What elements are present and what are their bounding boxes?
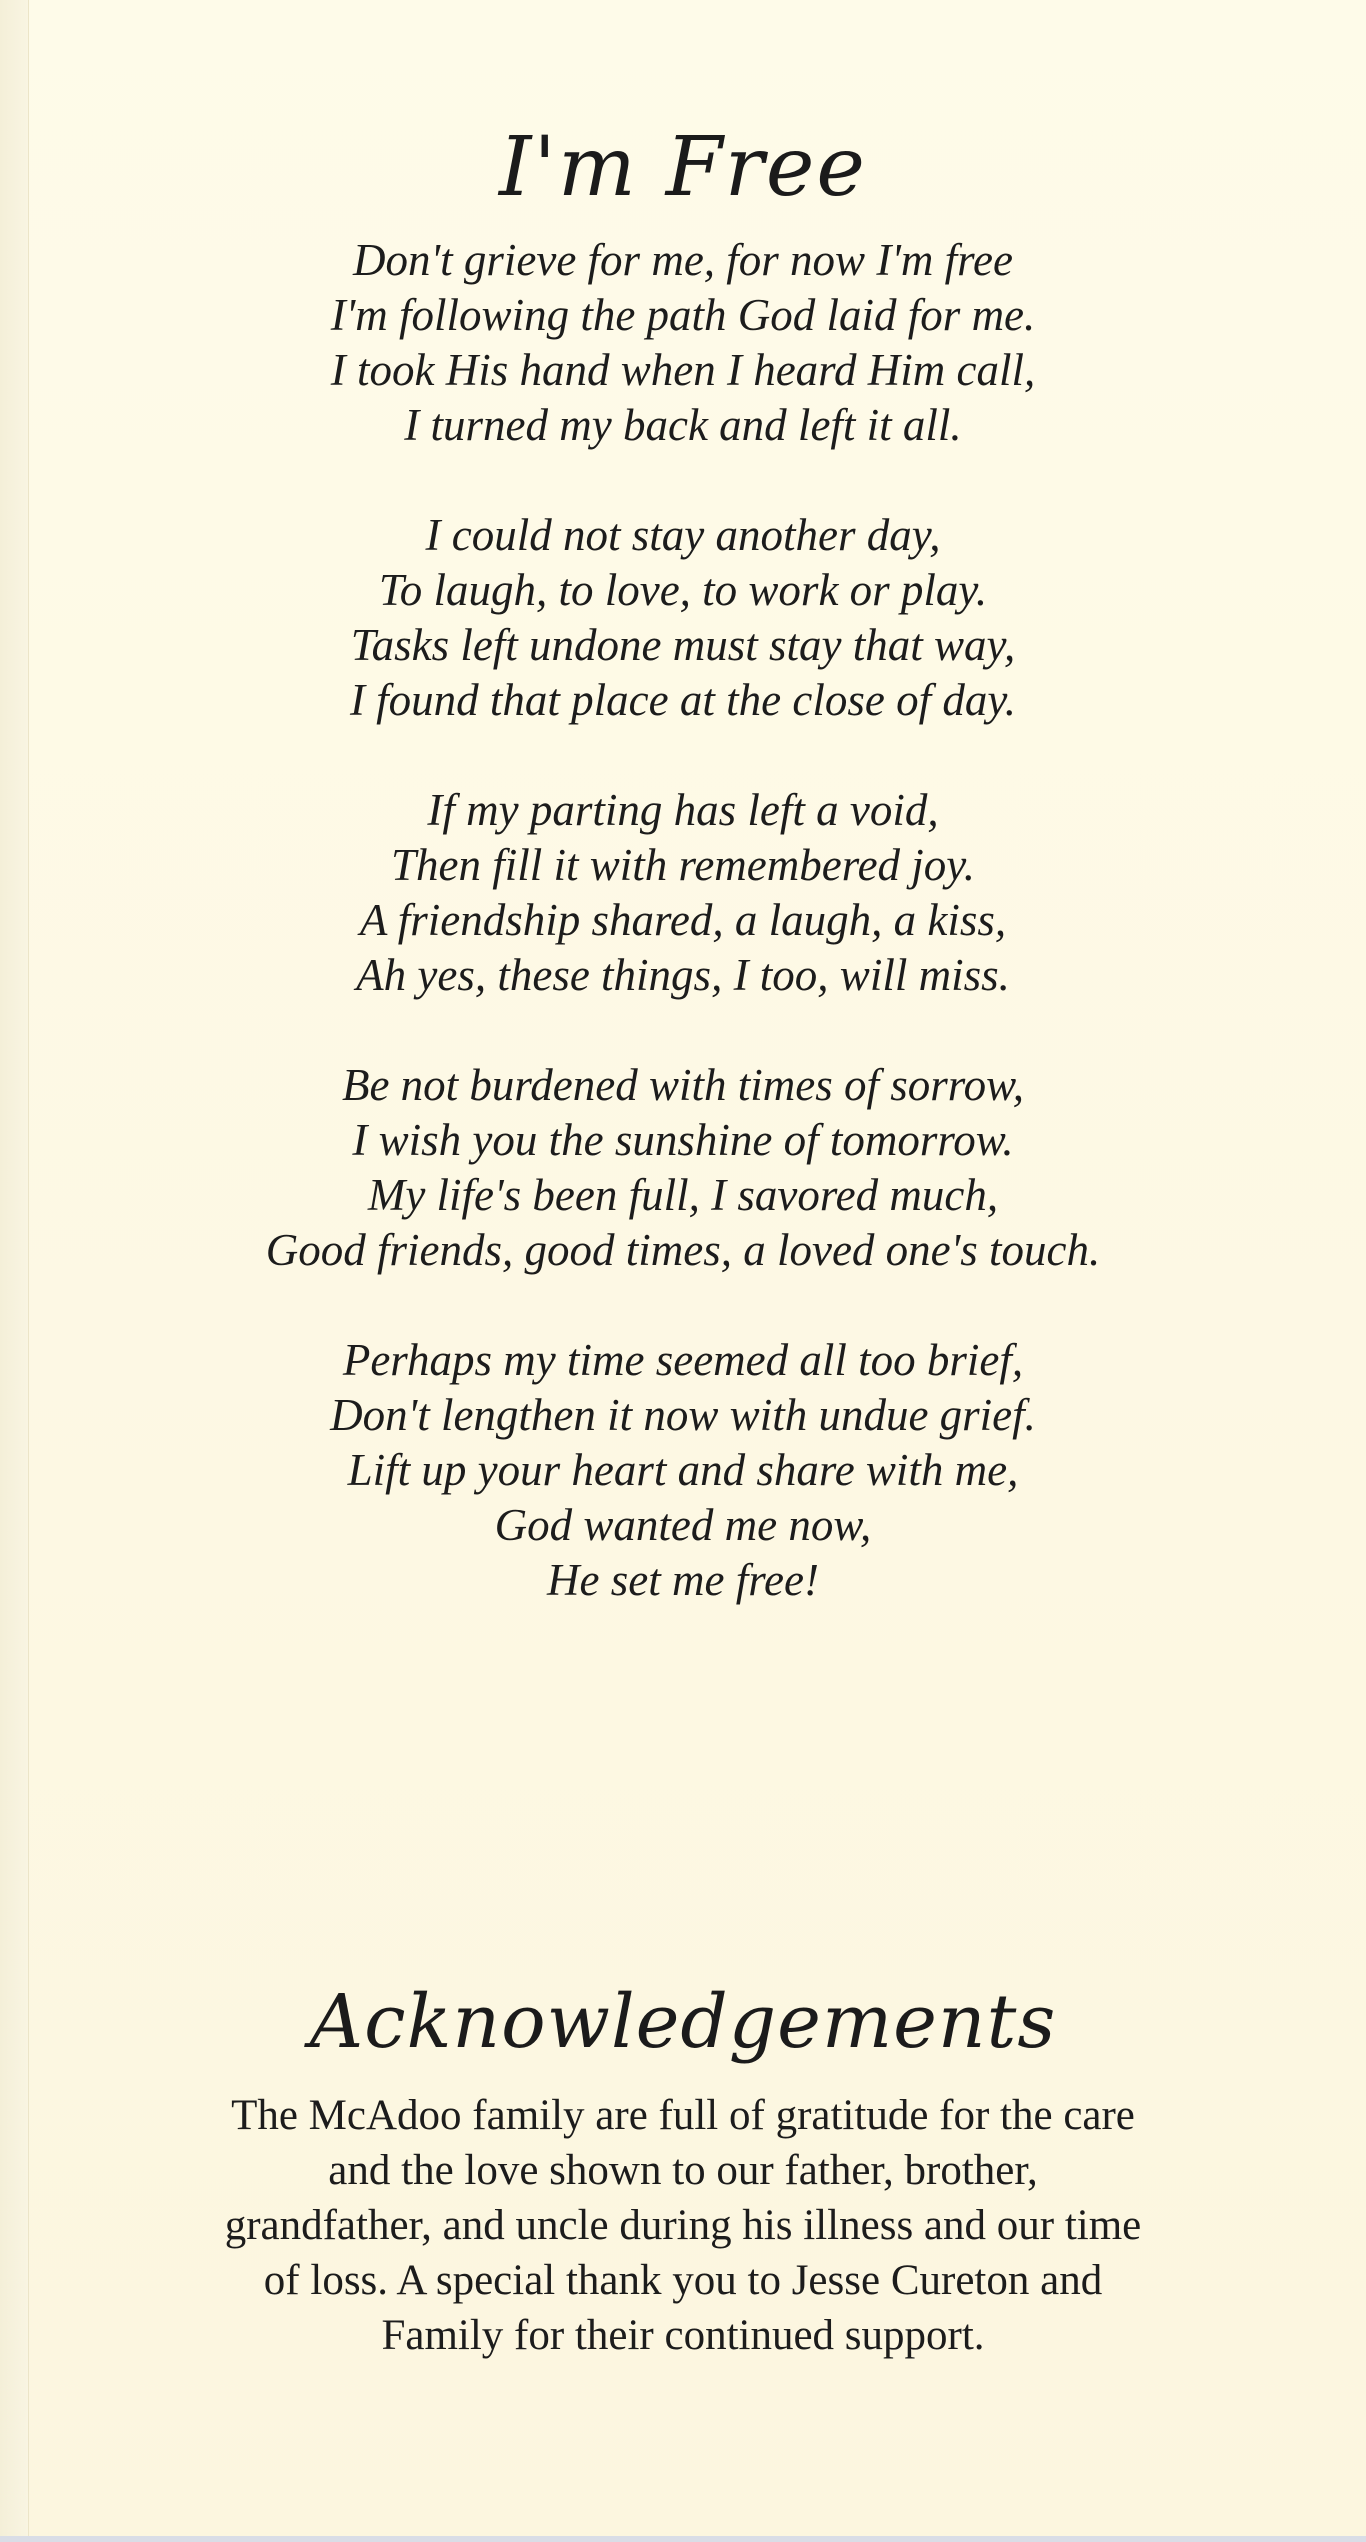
poem-line: A friendship shared, a laugh, a kiss, (359, 895, 1007, 945)
poem-line: I'm following the path God laid for me. (330, 290, 1036, 340)
scan-bottom-edge (0, 2536, 1366, 2542)
poem-line: I turned my back and left it all. (404, 400, 962, 450)
poem-line: Lift up your heart and share with me, (347, 1445, 1019, 1495)
acknowledgements-title: Acknowledgements (309, 1979, 1057, 2065)
poem-line: If my parting has left a void, (427, 785, 939, 835)
acknowledgements-line: The McAdoo family are full of gratitude for the care (231, 2092, 1135, 2139)
poem-line: Don't lengthen it now with undue grief. (330, 1390, 1036, 1440)
poem-line: Be not burdened with times of sorrow, (341, 1060, 1025, 1110)
acknowledgements-line: grandfather, and uncle during his illness and our time (224, 2202, 1142, 2249)
poem-stanza-2 (0, 508, 1366, 728)
poem-line: I wish you the sunshine of tomorrow. (352, 1115, 1014, 1165)
poem-line: I found that place at the close of day. (349, 675, 1017, 725)
acknowledgements-line: Family for their continued support. (381, 2312, 985, 2359)
poem-stanza-3 (0, 783, 1366, 1003)
poem-title: I'm Free (499, 120, 867, 215)
poem-stanza-5 (0, 1333, 1366, 1608)
poem-line: To laugh, to love, to work or play. (378, 565, 988, 615)
poem-line: My life's been full, I savored much, (367, 1170, 999, 1220)
poem-line: I took His hand when I heard Him call, (330, 345, 1036, 395)
poem-line: I could not stay another day, (425, 510, 941, 560)
poem-line: Then fill it with remembered joy. (390, 840, 976, 890)
poem-line: Tasks left undone must stay that way, (350, 620, 1016, 670)
poem-line: Don't grieve for me, for now I'm free (353, 235, 1013, 285)
poem-line: Ah yes, these things, I too, will miss. (356, 950, 1010, 1000)
poem-stanza-1 (0, 233, 1366, 453)
acknowledgements-body (140, 2088, 1226, 2363)
poem-line: Good friends, good times, a loved one's touch. (265, 1225, 1101, 1275)
poem-line: God wanted me now, (494, 1500, 872, 1550)
poem-line: Perhaps my time seemed all too brief, (342, 1335, 1024, 1385)
poem-body (0, 233, 1366, 1663)
acknowledgements-line: of loss. A special thank you to Jesse Cureton and (263, 2257, 1103, 2304)
acknowledgements-line: and the love shown to our father, brother, (328, 2147, 1038, 2194)
poem-line: He set me free! (547, 1555, 819, 1605)
poem-stanza-4 (0, 1058, 1366, 1278)
